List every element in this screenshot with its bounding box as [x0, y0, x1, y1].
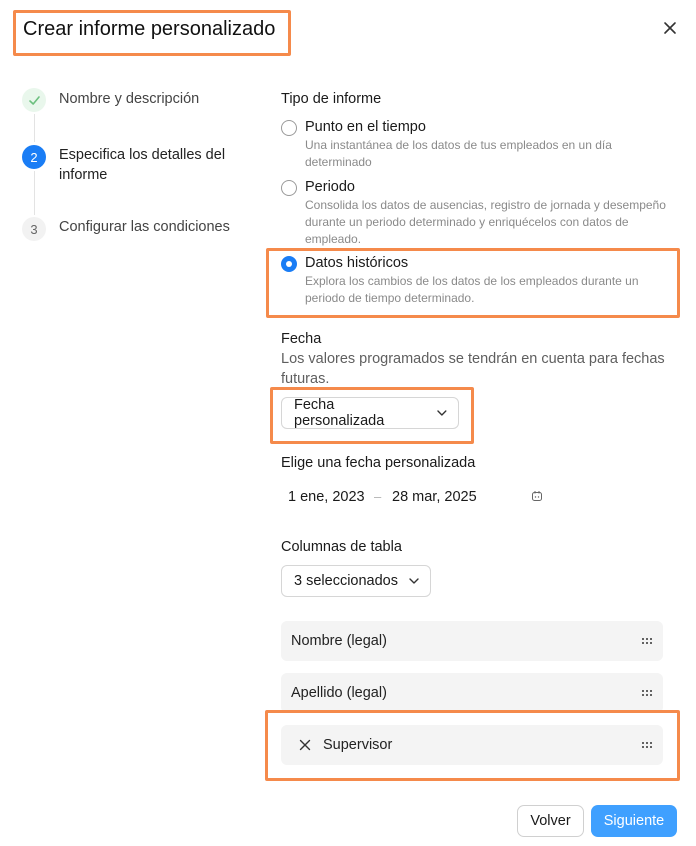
step-3-number: 3	[30, 221, 38, 237]
column-item-label: Nombre (legal)	[291, 633, 387, 649]
back-button[interactable]: Volver	[517, 805, 584, 837]
start-date[interactable]: 1 ene, 2023	[288, 489, 365, 505]
column-item-nombre[interactable]	[281, 621, 663, 661]
drag-handle-icon[interactable]	[641, 635, 653, 647]
columns-select[interactable]	[281, 565, 431, 597]
date-helper: Los valores programados se tendrán en cuenta para fechas futuras.	[281, 351, 665, 387]
custom-date-label: Elige una fecha personalizada	[281, 455, 476, 471]
radio-punto-en-el-tiempo[interactable]	[281, 120, 297, 136]
step-connector	[34, 171, 35, 215]
option-title[interactable]: Periodo	[305, 179, 355, 195]
dialog-title: Crear informe personalizado	[23, 18, 276, 40]
option-desc: Consolida los datos de ausencias, registro de jornada y desempeño durante un periodo determinado y enriquécelos con datos de empleado.	[305, 198, 666, 246]
columns-select-value: 3 seleccionados	[294, 573, 398, 589]
chevron-down-icon	[408, 575, 420, 587]
column-item-label: Supervisor	[323, 737, 393, 753]
end-date[interactable]: 28 mar, 2025	[392, 489, 477, 505]
next-button[interactable]: Siguiente	[591, 805, 677, 837]
stepper	[22, 88, 262, 248]
step-1-done-circle	[22, 88, 46, 112]
date-select-highlight	[270, 387, 474, 444]
option-desc: Explora los cambios de los datos de los empleados durante un periodo de tiempo determinado.	[305, 274, 639, 305]
option-title[interactable]: Punto en el tiempo	[305, 119, 426, 135]
step-2-circle	[22, 145, 46, 169]
step-3-label: Configurar las condiciones	[59, 219, 230, 235]
step-2-label: Especifica los detalles del informe	[59, 147, 226, 183]
column-item-label: Apellido (legal)	[291, 685, 387, 701]
step-connector	[34, 114, 35, 142]
title-highlight	[13, 10, 291, 56]
range-separator: –	[374, 489, 382, 504]
columns-label: Columnas de tabla	[281, 539, 402, 555]
option-desc: Una instantánea de los datos de tus empleados en un día determinado	[305, 138, 612, 169]
date-label: Fecha	[281, 331, 322, 347]
calendar-icon[interactable]	[531, 490, 543, 502]
option-title[interactable]: Datos históricos	[305, 255, 409, 271]
report-type-label: Tipo de informe	[281, 91, 382, 107]
historic-option-highlight	[266, 248, 680, 318]
step-2-number: 2	[30, 149, 38, 165]
check-icon	[28, 94, 41, 107]
drag-handle-icon[interactable]	[641, 687, 653, 699]
radio-periodo[interactable]	[281, 180, 297, 196]
date-select-value: Fecha personalizada	[294, 397, 385, 429]
column-item-apellido[interactable]	[281, 673, 663, 713]
step-1-label: Nombre y descripción	[59, 91, 200, 107]
date-range-picker[interactable]	[281, 486, 551, 510]
close-icon[interactable]	[662, 20, 678, 36]
supervisor-highlight	[265, 710, 680, 781]
step-3-circle	[22, 217, 46, 241]
